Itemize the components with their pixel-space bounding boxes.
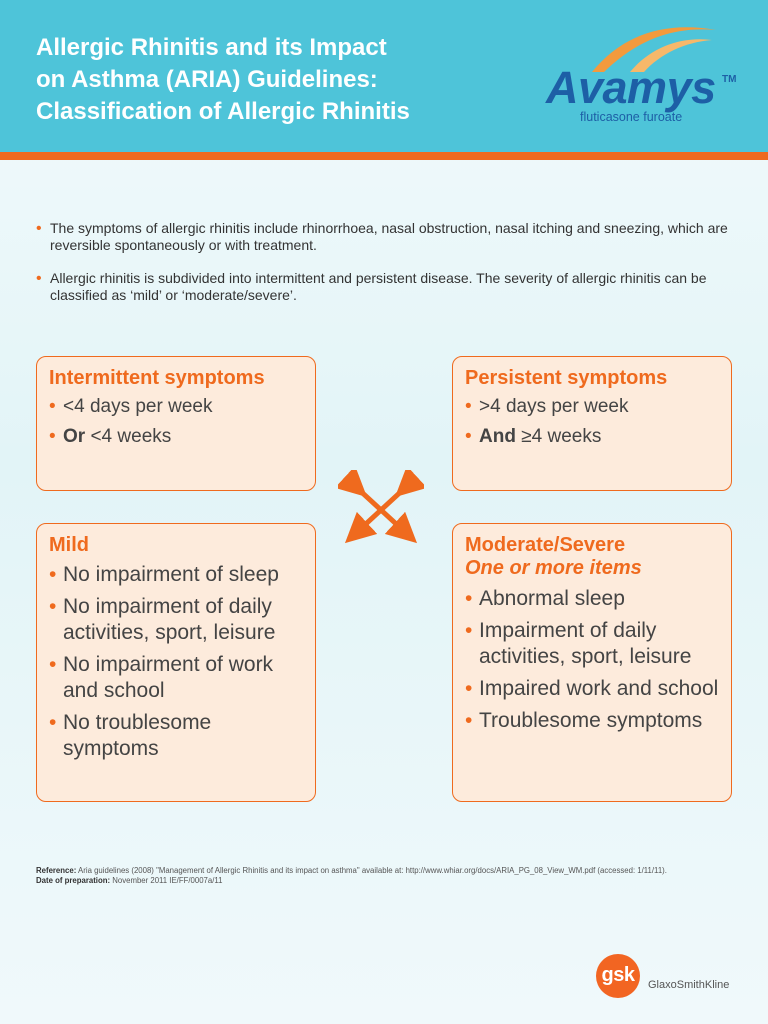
list-item: • No impairment of sleep [49, 562, 303, 588]
crossed-arrows-icon [338, 470, 424, 550]
gsk-circle-icon: gsk [596, 954, 640, 998]
box-title: Intermittent symptoms [49, 367, 265, 389]
intro-list [36, 220, 736, 320]
list-item [465, 425, 719, 449]
intro-bullet: • Allergic rhinitis is subdivided into intermittent and persistent disease. The severity of allergic rhinitis can be classified as ‘mild’ or ‘moderate/severe’. [36, 270, 736, 304]
page-title [36, 32, 506, 128]
box-subtitle: One or more items [465, 557, 642, 579]
item-bold: And [479, 426, 516, 447]
date-label: Date of preparation: [36, 876, 111, 885]
list-item: • Impaired work and school [465, 676, 719, 702]
company-name: GlaxoSmithKline [648, 979, 730, 991]
title-line: Classification of Allergic Rhinitis [36, 98, 410, 125]
moderate-severe-box [452, 523, 732, 802]
item-text: ≥4 weeks [515, 426, 602, 447]
brand-subtitle: fluticasone furoate [580, 110, 683, 124]
intro-bullet: • The symptoms of allergic rhinitis include rhinorrhoea, nasal obstruction, nasal itching and sneezing, which are reversible spontaneously or with treatment. [36, 220, 736, 254]
mild-box [36, 523, 316, 802]
date-text: November 2011 IE/FF/0007a/11 [110, 876, 223, 885]
title-line: on Asthma (ARIA) Guidelines: [36, 66, 378, 93]
list-item: • Troublesome symptoms [465, 708, 719, 734]
list-item: • Abnormal sleep [465, 586, 719, 612]
persistent-box [452, 356, 732, 491]
list-item [49, 395, 303, 419]
list-item [49, 425, 303, 449]
intermittent-box [36, 356, 316, 491]
reference-text: Aria guidelines (2008) "Management of Allergic Rhinitis and its impact on asthma" available at: http://www.whiar.org/docs/ARIA_PG_08_View_WM.pdf (accessed: 1/11/11). [76, 866, 667, 875]
box-title: Persistent symptoms [465, 367, 668, 389]
footer-reference [36, 866, 736, 886]
title-line: Allergic Rhinitis and its Impact [36, 34, 387, 61]
box-title: Mild [49, 534, 89, 556]
gsk-logo [596, 954, 746, 998]
item-text: >4 days per week [479, 396, 629, 417]
item-text: <4 days per week [63, 396, 213, 417]
item-text: <4 weeks [85, 426, 172, 447]
list-item [465, 395, 719, 419]
header-accent-bar [0, 152, 768, 160]
list-item: • Impairment of daily activities, sport, leisure [465, 618, 719, 670]
reference-line [36, 866, 736, 876]
date-line [36, 876, 736, 886]
brand-name: Avamys [546, 62, 716, 113]
box-title: Moderate/Severe [465, 534, 626, 556]
item-bold: Or [63, 426, 86, 447]
list-item: • No troublesome symptoms [49, 710, 303, 762]
list-item: • No impairment of work and school [49, 652, 303, 704]
list-item: • No impairment of daily activities, sport, leisure [49, 594, 303, 646]
avamys-logo [540, 18, 740, 138]
reference-label: Reference: [36, 866, 77, 875]
brand-trademark: TM [722, 74, 737, 85]
